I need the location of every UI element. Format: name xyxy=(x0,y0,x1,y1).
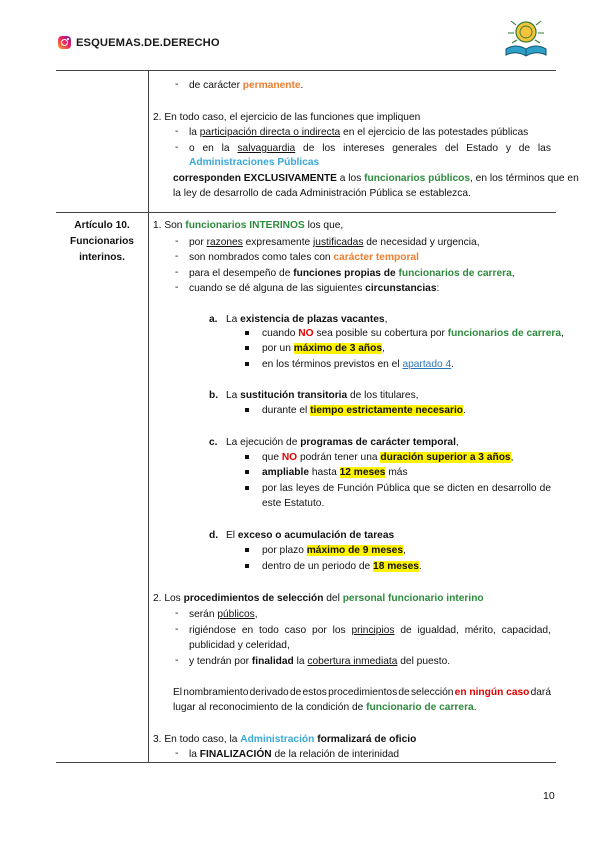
item-letter-a: a. xyxy=(209,314,218,325)
article-title xyxy=(56,218,148,266)
list-item: serán públicos, xyxy=(189,609,258,620)
bullet-square-icon xyxy=(245,346,249,350)
list-item: de carácter permanente. xyxy=(189,80,304,91)
sub-item: dentro de un periodo de 18 meses. xyxy=(262,561,422,572)
item-heading: La ejecución de programas de carácter temporal, xyxy=(226,437,459,448)
list-item: son nombrados como tales con carácter temporal xyxy=(189,252,419,263)
dash-marker: - xyxy=(175,126,179,137)
dash-marker: - xyxy=(175,608,179,619)
table-top-border xyxy=(56,70,556,71)
list-item: cuando se dé alguna de las siguientes circunstancias: xyxy=(189,283,440,294)
sub-item: en los términos previstos en el apartado 4. xyxy=(262,359,454,370)
table-column-divider xyxy=(148,70,149,762)
sub-item-continuation: este Estatuto. xyxy=(262,498,325,509)
dash-marker: - xyxy=(175,79,179,90)
list-item: la FINALIZACIÓN de la relación de interinidad xyxy=(189,749,400,760)
list-item: rigiéndose en todo caso por los principios de igualdad, mérito, capacidad, xyxy=(189,625,551,636)
sub-item: cuando NO sea posible su cobertura por funcionarios de carrera, xyxy=(262,328,564,339)
article-title-line1: Funcionarios xyxy=(70,236,134,247)
dash-marker: - xyxy=(175,748,179,759)
article-title-line2: interinos. xyxy=(79,252,125,263)
bullet-square-icon xyxy=(245,486,249,490)
item-letter-b: b. xyxy=(209,390,219,401)
dash-marker: - xyxy=(175,267,179,278)
bullet-square-icon xyxy=(245,548,249,552)
brand-name: ESQUEMAS.DE.DERECHO xyxy=(76,36,220,49)
bullet-square-icon xyxy=(245,455,249,459)
instagram-icon xyxy=(58,36,71,49)
paragraph-intro: 1. Son funcionarios INTERINOS los que, xyxy=(153,220,344,231)
brand-header xyxy=(58,36,220,49)
sub-item: por las leyes de Función Pública que se dicten en desarrollo de xyxy=(262,483,551,494)
apartado-4-link[interactable]: apartado 4 xyxy=(402,359,452,370)
list-item: por razones expresamente justificadas de necesidad y urgencia, xyxy=(189,237,480,248)
sub-item: por un máximo de 3 años, xyxy=(262,343,385,354)
paragraph-conclusion: corresponden EXCLUSIVAMENTE a los funcionarios públicos, en los términos que en xyxy=(173,173,579,184)
article-number: Artículo 10. xyxy=(74,220,130,231)
sub-item: ampliable hasta 12 meses más xyxy=(262,467,408,478)
list-item: la participación directa o indirecta en el ejercicio de las potestades públicas xyxy=(189,127,529,138)
list-item: para el desempeño de funciones propias de funcionarios de carrera, xyxy=(189,268,515,279)
bullet-square-icon xyxy=(245,470,249,474)
sub-item: que NO podrán tener una duración superior a 3 años, xyxy=(262,452,514,463)
dash-marker: - xyxy=(175,282,179,293)
bullet-square-icon xyxy=(245,564,249,568)
item-letter-c: c. xyxy=(209,437,218,448)
item-letter-d: d. xyxy=(209,530,219,541)
paragraph-intro: 2. Los procedimientos de selección del personal funcionario interino xyxy=(153,593,484,604)
paragraph-intro: 2. En todo caso, el ejercicio de las funciones que impliquen xyxy=(153,112,421,123)
dash-marker: - xyxy=(175,251,179,262)
table-row-divider xyxy=(56,212,556,213)
item-heading: La sustitución transitoria de los titulares, xyxy=(226,390,419,401)
list-item: y tendrán por finalidad la cobertura inmediata del puesto. xyxy=(189,656,451,667)
dash-marker: - xyxy=(175,624,179,635)
page-number: 10 xyxy=(543,790,555,802)
paragraph-conclusion-continuation: la ley de desarrollo de cada Administración Pública se establezca. xyxy=(173,188,471,199)
paragraph-note-continuation: lugar al reconocimiento de la condición de funcionario de carrera. xyxy=(173,702,477,713)
item-heading: El exceso o acumulación de tareas xyxy=(226,530,395,541)
bullet-square-icon xyxy=(245,362,249,366)
sub-item: por plazo máximo de 9 meses, xyxy=(262,545,406,556)
paragraph-note: El nombramiento derivado de estos procedimientos de selección en ningún caso dará xyxy=(173,687,551,698)
dash-marker: - xyxy=(175,142,179,153)
paragraph-intro: 3. En todo caso, la Administración formalizará de oficio xyxy=(153,734,417,745)
lightbulb-book-logo-icon xyxy=(503,15,549,61)
dash-marker: - xyxy=(175,236,179,247)
list-item-continuation: publicidad y celeridad, xyxy=(189,640,290,651)
list-item: o en la salvaguardia de los intereses generales del Estado y de las xyxy=(189,143,551,154)
bullet-square-icon xyxy=(245,408,249,412)
dash-marker: - xyxy=(175,655,179,666)
sub-item: durante el tiempo estrictamente necesario. xyxy=(262,405,466,416)
bullet-square-icon xyxy=(245,331,249,335)
item-heading: La existencia de plazas vacantes, xyxy=(226,314,388,325)
table-bottom-border xyxy=(56,762,556,763)
list-item-continuation: Administraciones Públicas xyxy=(189,157,320,168)
